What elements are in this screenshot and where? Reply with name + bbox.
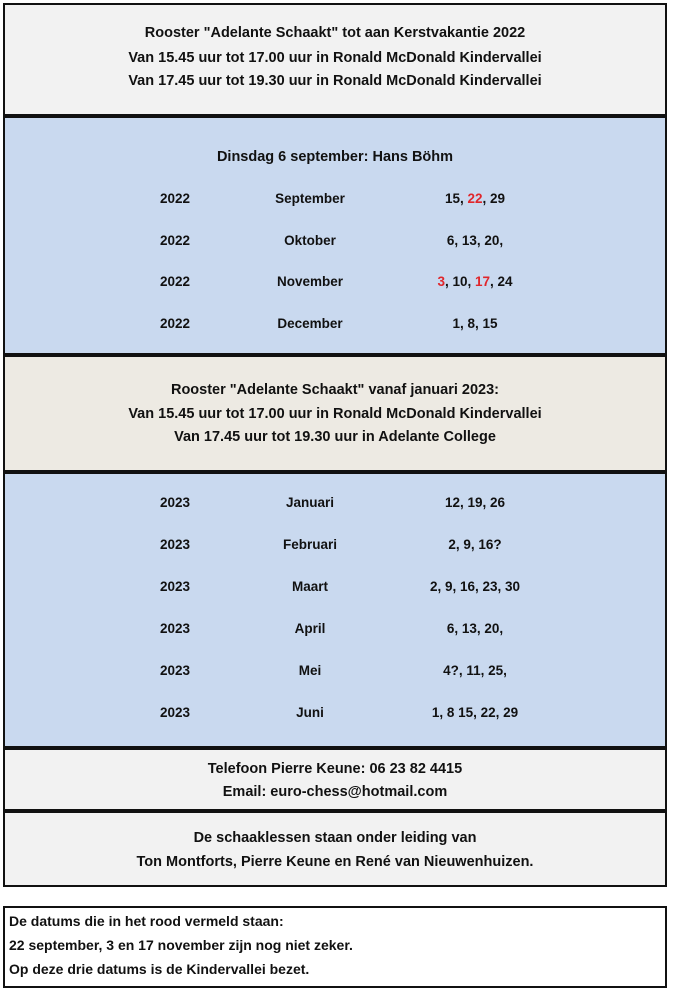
- row-month: Februari: [282, 537, 337, 552]
- uncertain-date: 3: [437, 274, 445, 289]
- row-days: [390, 705, 560, 720]
- row-days: [390, 233, 560, 248]
- date-text: 1, 8 15, 22, 29: [431, 705, 519, 720]
- uncertain-date: 22: [467, 191, 483, 206]
- row-month: Maart: [291, 579, 328, 594]
- date-text: 1, 8, 15: [452, 315, 498, 331]
- date-text: 15,: [444, 191, 468, 206]
- teachers-section: [3, 811, 667, 887]
- contact-phone: Telefoon Pierre Keune: 06 23 82 4415: [207, 761, 463, 777]
- uncertain-date: 17: [474, 274, 491, 289]
- row-days: [390, 579, 560, 594]
- header-time-slot-1: Van 15.45 uur tot 17.00 uur in Ronald McDonald Kindervallei: [128, 50, 542, 66]
- row-year: 2023: [159, 495, 191, 510]
- row-year: 2023: [159, 579, 191, 594]
- schedule-2022-row: [5, 316, 665, 336]
- row-month: Juni: [296, 705, 324, 720]
- schedule-2023-row: [5, 705, 665, 725]
- contact-section: [3, 748, 667, 811]
- note-section: [3, 906, 667, 988]
- row-year: 2022: [159, 232, 191, 248]
- row-days: [390, 191, 560, 206]
- schedule-2023-row: [5, 663, 665, 683]
- row-year: 2023: [159, 705, 191, 720]
- row-days: [390, 663, 560, 678]
- note-line-1: De datums die in het rood vermeld staan:: [9, 913, 284, 929]
- row-year: 2023: [159, 537, 191, 552]
- schedule-2023-row: [5, 495, 665, 515]
- date-text: 2, 9, 16, 23, 30: [429, 579, 521, 594]
- header-title-2023: Rooster "Adelante Schaakt" vanaf januari 2023:: [170, 382, 500, 398]
- row-month: December: [277, 315, 343, 331]
- schedule-2023-row: [5, 579, 665, 599]
- schedule-2022-row: [5, 274, 665, 294]
- schedule-section-2022: [3, 116, 667, 355]
- row-days: [390, 495, 560, 510]
- header-title-2022: Rooster "Adelante Schaakt" tot aan Kerstvakantie 2022: [144, 25, 526, 41]
- row-month: September: [275, 191, 345, 206]
- row-month: Januari: [285, 495, 335, 510]
- schedule-section-2023: [3, 472, 667, 748]
- row-month: Mei: [298, 663, 322, 678]
- header-2023-time-slot-2: Van 17.45 uur tot 19.30 uur in Adelante College: [174, 429, 496, 445]
- schedule-2022-row: [5, 233, 665, 253]
- date-text: 6, 13, 20,: [446, 621, 504, 636]
- row-year: 2022: [159, 191, 191, 206]
- row-year: 2023: [159, 621, 191, 636]
- teachers-intro: De schaaklessen staan onder leiding van: [193, 830, 477, 846]
- header-time-slot-2: Van 17.45 uur tot 19.30 uur in Ronald McDonald Kindervallei: [128, 73, 542, 89]
- header-section-2023: [3, 355, 667, 472]
- date-text: 4?, 11, 25,: [443, 663, 507, 678]
- date-text: , 29: [482, 191, 506, 206]
- row-days: [390, 621, 560, 636]
- date-text: , 24: [490, 274, 513, 289]
- contact-email: Email: euro-chess@hotmail.com: [222, 784, 448, 800]
- row-days: [390, 274, 560, 289]
- note-line-3: Op deze drie datums is de Kindervallei bezet.: [9, 961, 310, 977]
- schedule-2022-row: [5, 191, 665, 211]
- row-days: [390, 537, 560, 552]
- teachers-names: Ton Montforts, Pierre Keune en René van Nieuwenhuizen.: [136, 854, 534, 870]
- date-text: 12, 19, 26: [444, 495, 506, 510]
- row-year: 2023: [159, 663, 191, 678]
- schedule-2022-title: Dinsdag 6 september: Hans Böhm: [216, 149, 454, 165]
- date-text: 2, 9, 16?: [448, 537, 502, 552]
- schedule-2023-row: [5, 621, 665, 641]
- row-year: 2022: [159, 274, 191, 289]
- date-text: 6, 13, 20,: [446, 232, 504, 248]
- row-month: November: [276, 274, 344, 289]
- note-line-2: 22 september, 3 en 17 november zijn nog niet zeker.: [9, 937, 353, 953]
- row-days: [390, 316, 560, 331]
- schedule-2023-row: [5, 537, 665, 557]
- row-month: Oktober: [284, 232, 336, 248]
- header-2023-time-slot-1: Van 15.45 uur tot 17.00 uur in Ronald McDonald Kindervallei: [128, 406, 542, 422]
- row-month: April: [294, 621, 326, 636]
- row-year: 2022: [159, 315, 191, 331]
- header-section-2022: [3, 3, 667, 116]
- date-text: , 10,: [444, 274, 475, 289]
